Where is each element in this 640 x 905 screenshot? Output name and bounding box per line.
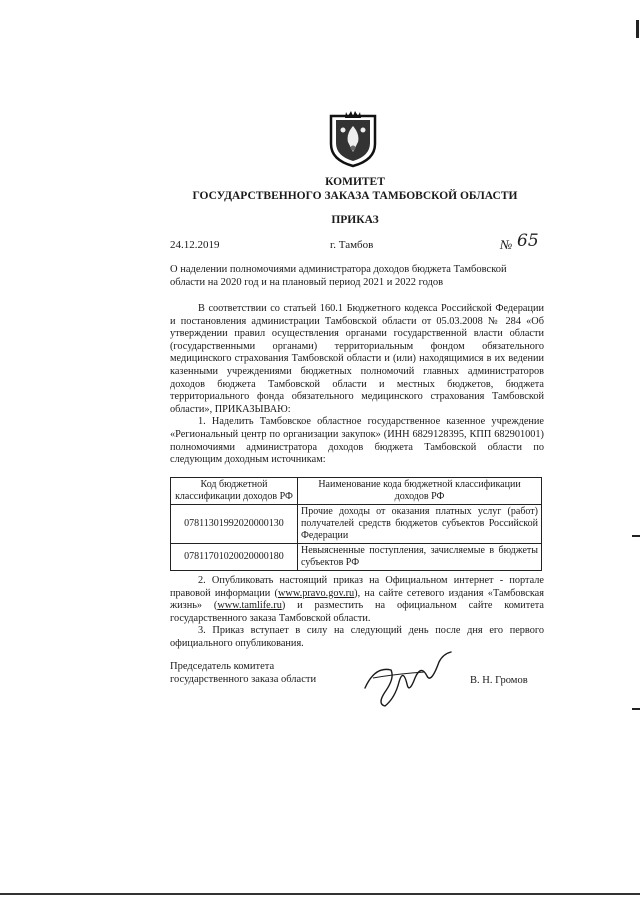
document-city: г. Тамбов [330, 239, 374, 251]
coat-of-arms-icon [328, 110, 378, 168]
document-body-continued [170, 575, 544, 651]
table-header-row [171, 478, 542, 505]
table-header-name: Наименование кода бюджетной классификации доходов РФ [298, 478, 542, 505]
item-3-paragraph: 3. Приказ вступает в силу на следующий день после дня его первого официального опубликования. [170, 625, 544, 649]
pravo-link[interactable]: www.pravo.gov.ru [277, 587, 355, 599]
scan-mark [632, 708, 640, 710]
item-1-paragraph: 1. Наделить Тамбовское областное государственное казенное учреждение «Региональный центр по организации закупок» (ИНН 6829128395, КПП 682901001) полномочиями администратора доходов бюджета Тамбовской области по следующим доходным источникам: [170, 416, 544, 466]
scan-edge-line [0, 893, 640, 895]
table-row [171, 505, 542, 544]
document-type: ПРИКАЗ [331, 214, 379, 226]
document-body [170, 303, 544, 467]
scan-mark [632, 535, 640, 537]
handwritten-signature [355, 648, 455, 710]
table-header-code: Код бюджетной классификации доходов РФ [171, 478, 298, 505]
item-2-paragraph: 2. Опубликовать настоящий приказ на Официальном интернет - портале правовой информации (www.pravo.gov.ru), на сайте сетевого издания «Тамбовская жизнь» (www.tamlife.ru) и разместить на официальном сайте комитета государственного заказа Тамбовской области. [170, 575, 544, 624]
table-cell-name: Прочие доходы от оказания платных услуг (работ) получателей средств бюджетов субъектов Российской Федерации [298, 505, 542, 544]
document-date: 24.12.2019 [170, 239, 220, 251]
tamlife-link[interactable]: www.tamlife.ru [217, 600, 282, 612]
number-label: № [500, 237, 513, 252]
budget-codes-table [170, 477, 542, 571]
signatory-position: Председатель комитета государственного заказа области [170, 661, 317, 685]
scan-mark [636, 20, 639, 38]
document-subject: О наделении полномочиями администратора доходов бюджета Тамбовской области на 2020 год и на плановый период 2021 и 2022 годов [170, 264, 507, 288]
org-line-2: ГОСУДАРСТВЕННОГО ЗАКАЗА ТАМБОВСКОЙ ОБЛАСТИ [192, 190, 518, 202]
table-row [171, 544, 542, 571]
signatory-name: В. Н. Громов [470, 675, 528, 686]
table-cell-name: Невыясненные поступления, зачисляемые в бюджеты субъектов РФ [298, 544, 542, 571]
document-number: 65 [517, 231, 539, 251]
preamble-paragraph: В соответствии со статьей 160.1 Бюджетного кодекса Российской Федерации и постановления администрации Тамбовской области от 05.03.2008 № 284 «Об утверждении правил осуществления органами государственной власти области (государственными органами) территориальным фондом обязательного медицинского страхования Тамбовской области и (или) находящимися в их ведении казенными учреждениями бюджетных полномочий главных администраторов доходов бюджета Тамбовской области и местных бюджетов, бюджета территориального фонда обязательного медицинского страхования Тамбовской области», ПРИКАЗЫВАЮ: [170, 303, 544, 415]
table-cell-code: 07811301992020000130 [171, 505, 298, 544]
org-line-1: КОМИТЕТ [325, 176, 385, 188]
table-cell-code: 07811701020020000180 [171, 544, 298, 571]
issuing-organization [150, 175, 560, 203]
